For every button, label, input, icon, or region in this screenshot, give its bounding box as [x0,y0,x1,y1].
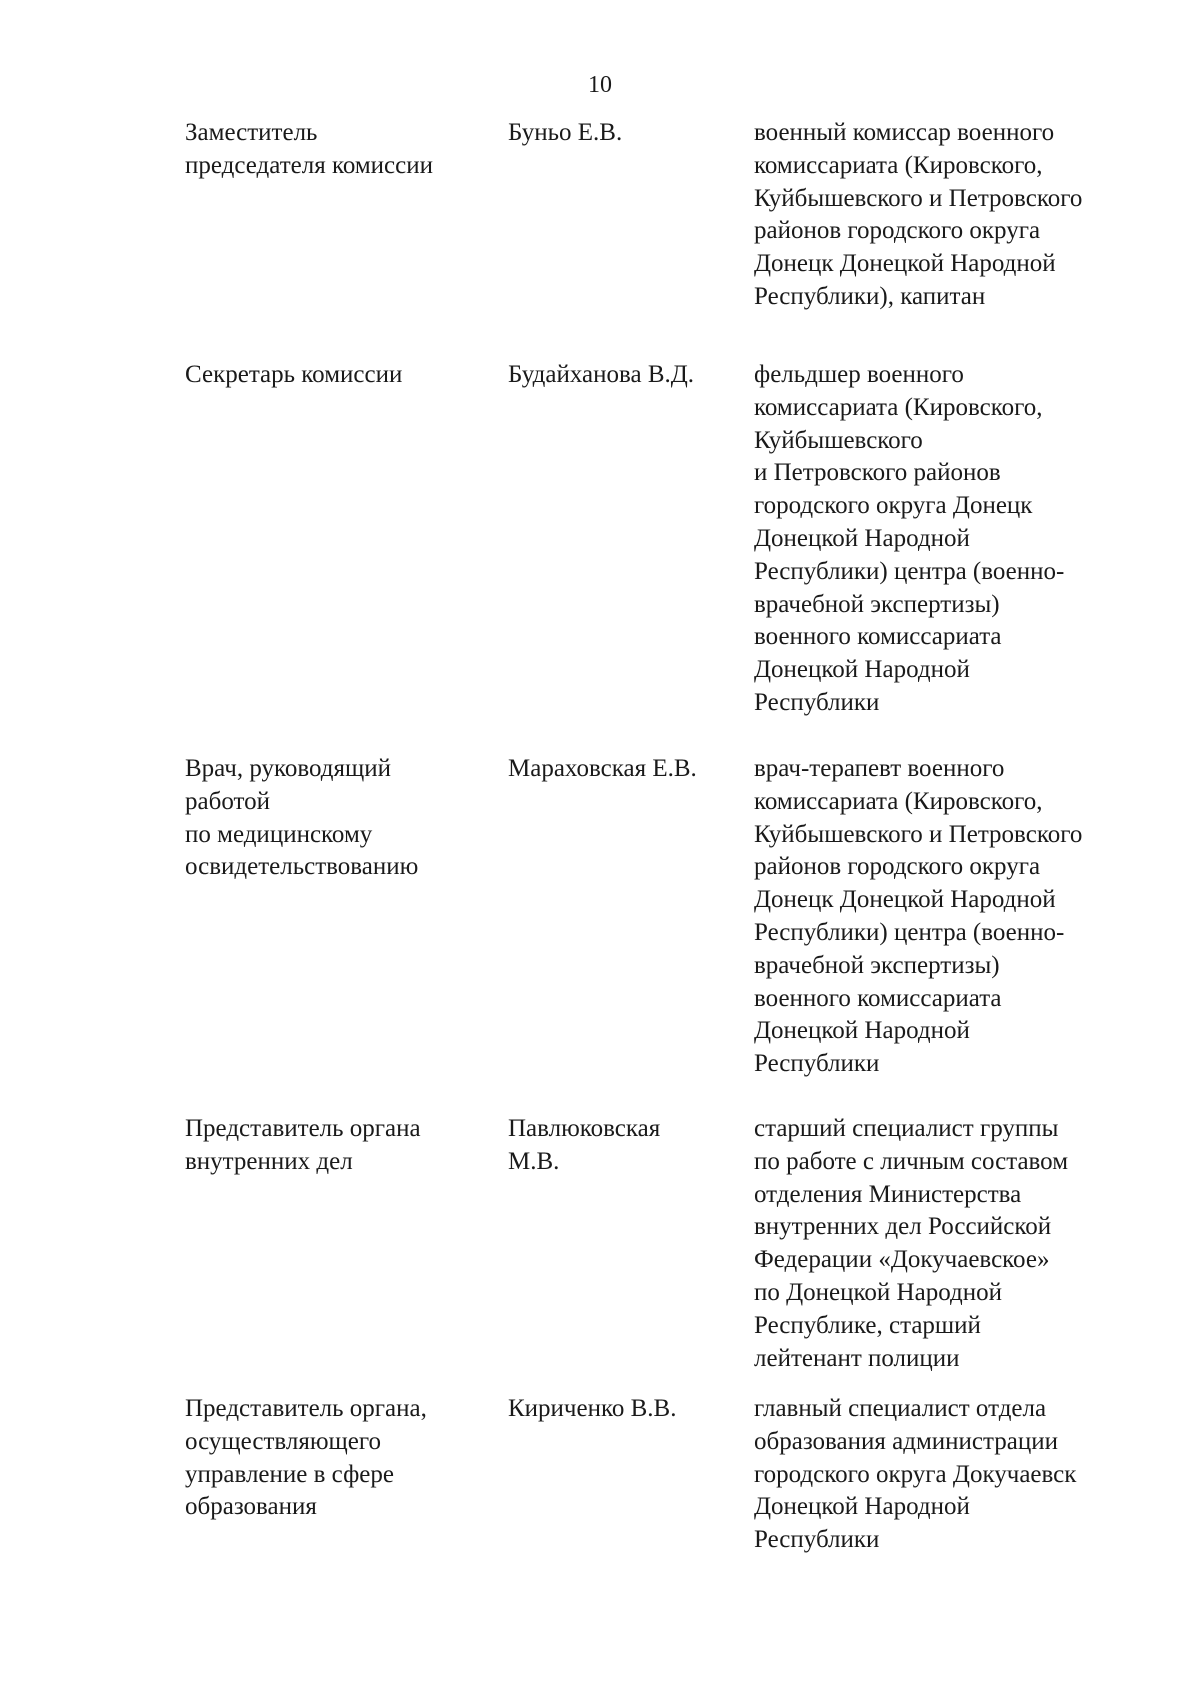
role-line: Секретарь комиссии [185,361,403,388]
position-line: городского округа Докучаевск [754,1460,1077,1488]
member-name [508,359,738,392]
member-position [754,117,1174,314]
position-line: районов городского округа [754,853,1041,881]
member-role [185,117,485,183]
position-line: фельдшер военного [754,361,964,388]
role-line: по медицинскому [185,820,373,848]
member-role [185,1113,485,1179]
position-line: образования администрации [754,1427,1058,1455]
position-line: Республики) центра (военно- [754,557,1065,585]
position-line: районов городского округа [754,217,1041,245]
member-position [754,1393,1174,1557]
position-line: Республике, старший [754,1311,981,1339]
name-line: Павлюковская [508,1115,661,1142]
role-line: Представитель органа [185,1115,421,1142]
position-line: по работе с личным составом [754,1147,1069,1175]
member-name [508,1113,738,1179]
position-line: комиссариата (Кировского, [754,151,1043,179]
position-line: лейтенант полиции [754,1344,960,1372]
position-line: старший специалист группы [754,1115,1059,1142]
position-line: Республики [754,1526,880,1554]
member-name [508,753,738,786]
role-line: Заместитель [185,119,318,146]
position-line: военного комиссариата [754,984,1002,1012]
member-role [185,1393,485,1524]
position-line: Куйбышевского [754,426,923,454]
position-line: Куйбышевского и Петровского [754,184,1083,212]
position-line: и Петровского районов [754,459,1001,487]
position-line: комиссариата (Кировского, [754,787,1043,815]
position-line: врачебной экспертизы) [754,951,1000,979]
position-line: по Донецкой Народной [754,1278,1002,1306]
position-line: Донецкой Народной [754,656,970,684]
role-line: образования [185,1493,317,1521]
role-line: освидетельствованию [185,853,419,881]
name-line: Будайханова В.Д. [508,361,695,388]
name-line: Мараховская Е.В. [508,755,697,782]
member-position [754,359,1174,720]
position-line: врачебной экспертизы) [754,590,1000,618]
position-line: Куйбышевского и Петровского [754,820,1083,848]
page-number: 10 [588,72,612,98]
position-line: Республики) центра (военно- [754,918,1065,946]
member-role [185,359,485,392]
position-line: Донецкой Народной [754,1017,970,1045]
role-line: управление в сфере [185,1460,394,1488]
position-line: городского округа Донецк [754,492,1033,520]
member-name [508,1393,738,1426]
role-line: председателя комиссии [185,151,433,179]
role-line: работой [185,787,270,815]
member-name [508,117,738,150]
position-line: Федерации «Докучаевское» [754,1246,1050,1274]
name-line: М.В. [508,1147,560,1175]
name-line: Кириченко В.В. [508,1395,677,1422]
role-line: осуществляющего [185,1427,381,1455]
position-line: военный комиссар военного [754,119,1055,146]
position-line: Республики [754,1050,880,1078]
position-line: Республики [754,688,880,716]
position-line: комиссариата (Кировского, [754,393,1043,421]
position-line: Донецк Донецкой Народной [754,886,1056,914]
role-line: Врач, руководящий [185,755,392,782]
position-line: врач-терапевт военного [754,755,1005,782]
role-line: Представитель органа, [185,1395,427,1422]
member-position [754,753,1174,1081]
position-line: внутренних дел Российской [754,1213,1052,1241]
member-position [754,1113,1174,1375]
position-line: Донецкой Народной [754,1493,970,1521]
position-line: главный специалист отдела [754,1395,1047,1422]
member-role [185,753,485,884]
position-line: отделения Министерства [754,1180,1022,1208]
position-line: военного комиссариата [754,623,1002,651]
role-line: внутренних дел [185,1147,353,1175]
position-line: Донецкой Народной [754,524,970,552]
position-line: Донецк Донецкой Народной [754,250,1056,278]
name-line: Буньо Е.В. [508,119,623,146]
position-line: Республики), капитан [754,282,986,310]
